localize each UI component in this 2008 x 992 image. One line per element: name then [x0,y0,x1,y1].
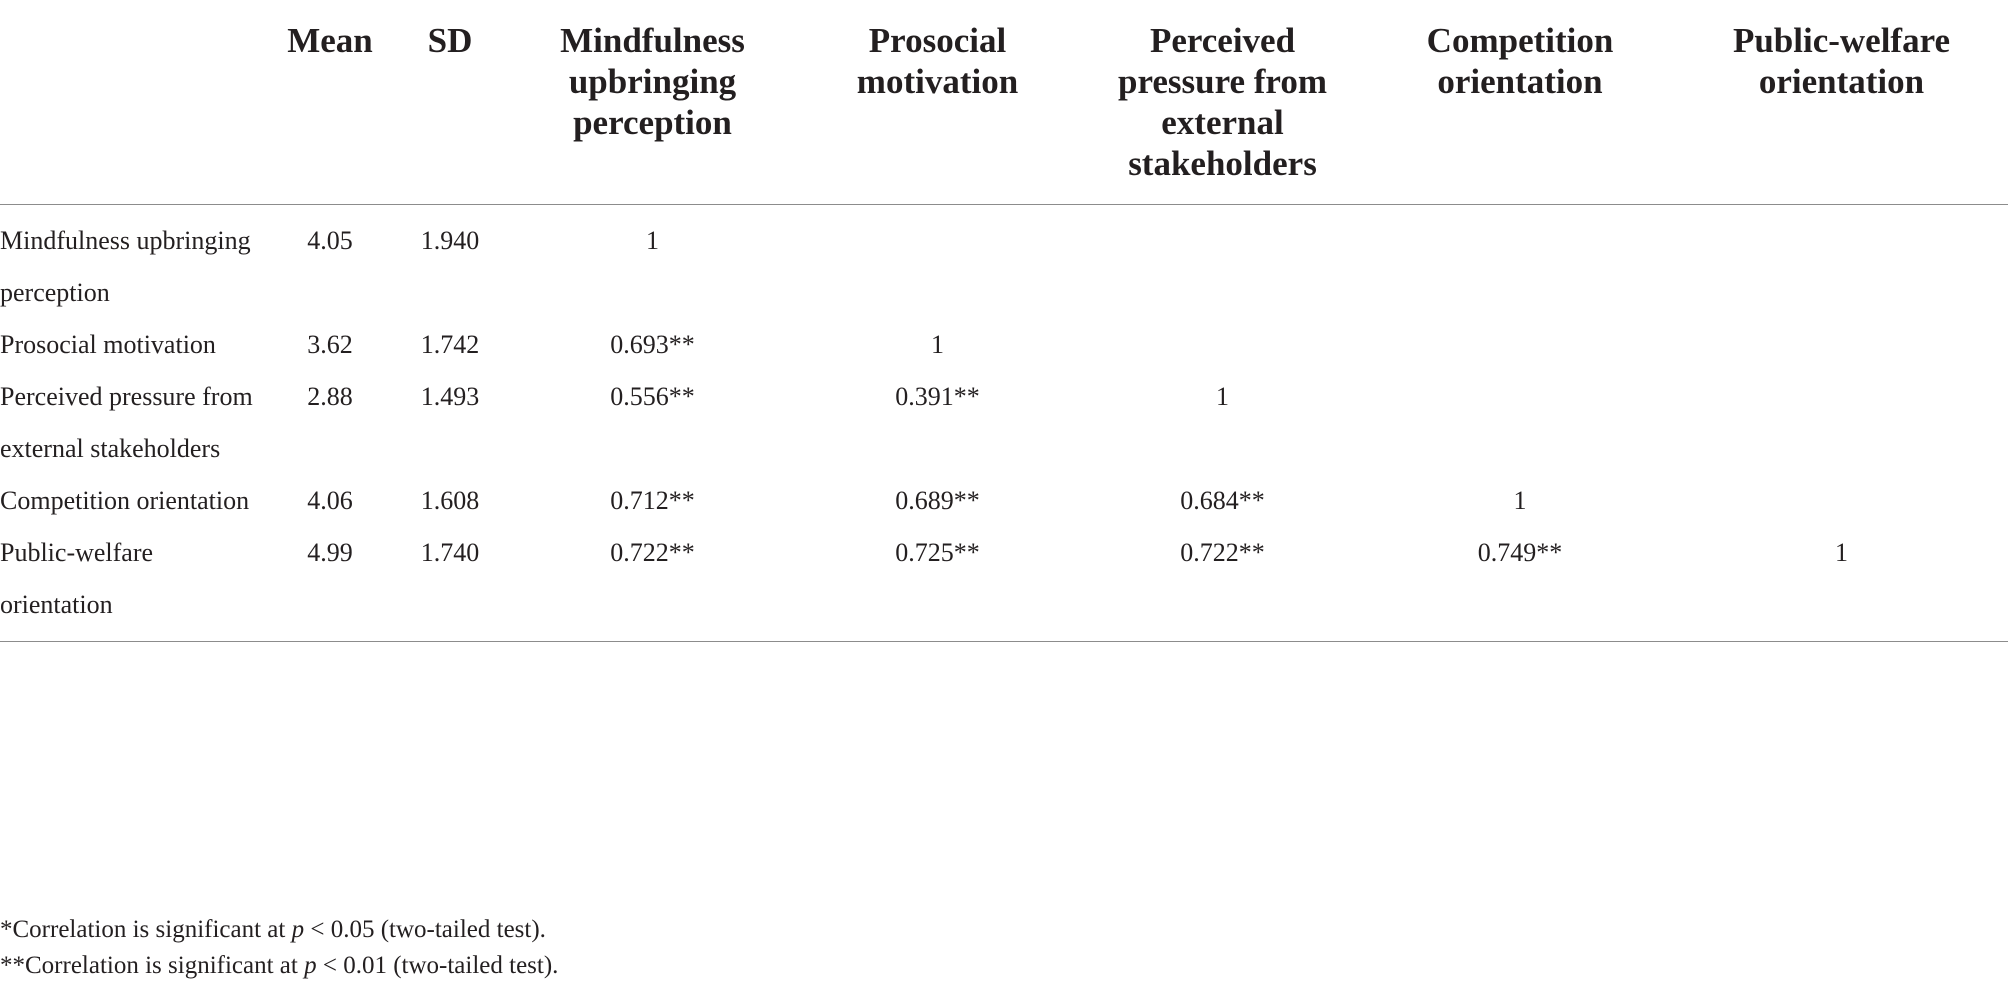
cell-corr: 0.722** [1080,527,1365,642]
cell-corr: 1 [646,226,659,255]
table-row [0,475,2008,527]
cell-corr: 0.684** [1180,486,1265,515]
cell-corr [1365,319,1675,371]
footnote-text: **Correlation is significant at [0,952,305,979]
cell-corr [1080,319,1365,371]
cell-mean: 4.06 [307,486,353,515]
cell-sd: 1.940 [420,226,480,255]
cell-corr [1365,205,1675,320]
header-public-welfare: Public-welfare orientation [1675,0,2008,205]
table-header [0,0,2008,205]
cell-corr: 0.712** [610,486,695,515]
cell-corr [1675,205,2008,320]
table-body [0,205,2008,642]
header-prosocial: Prosocial motivation [795,0,1080,205]
cell-corr: 1 [931,330,944,359]
cell-corr: 1 [1513,486,1527,515]
cell-mean: 4.05 [307,226,353,255]
footnote-text: < 0.01 (two-tailed test). [316,952,559,979]
cell-mean: 3.62 [307,330,353,359]
cell-sd: 1.608 [420,486,480,515]
row-label: Competition orientation [0,486,250,515]
row-label: Public-welfare orientation [0,527,270,642]
table-footnotes [0,912,558,984]
cell-corr: 1 [1216,382,1229,411]
header-competition: Competition orientation [1365,0,1675,205]
row-label: Perceived pressure from external stakeholders [0,382,253,463]
footnote-single-star [0,912,558,948]
cell-corr: 0.722** [510,527,795,642]
cell-sd: 1.740 [390,527,510,642]
footnote-p-symbol: p [304,952,317,979]
cell-corr [1675,371,2008,475]
cell-corr [1675,319,2008,371]
cell-mean: 2.88 [307,382,353,411]
cell-corr: 1 [1675,527,2008,642]
cell-corr: 0.391** [895,382,980,411]
cell-corr: 0.693** [610,330,695,359]
table-row [0,319,2008,371]
cell-corr [1080,205,1365,320]
header-row [0,0,2008,205]
header-pressure: Perceived pressure from external stakeholders [1080,0,1365,205]
cell-mean: 4.99 [270,527,390,642]
header-mean: Mean [270,0,390,205]
table-row [0,527,2008,642]
cell-corr: 0.725** [795,527,1080,642]
cell-sd: 1.493 [420,382,480,411]
header-blank [0,0,270,205]
footnote-double-star [0,948,558,984]
table-row [0,205,2008,320]
cell-corr: 0.749** [1365,527,1675,642]
cell-sd: 1.742 [420,330,480,359]
cell-corr: 0.689** [895,486,980,515]
footnote-text: < 0.05 (two-tailed test). [304,916,546,943]
cell-corr [1365,371,1675,475]
header-mindfulness: Mindfulness upbringing perception [510,0,795,205]
cell-corr [795,205,1080,320]
table-row [0,371,2008,475]
footnote-text: *Correlation is significant at [0,916,292,943]
cell-corr: 0.556** [610,382,695,411]
footnote-p-symbol: p [291,916,305,943]
header-sd: SD [390,0,510,205]
cell-corr [1675,475,2008,527]
row-label: Mindfulness upbringing perception [0,226,251,307]
row-label: Prosocial motivation [0,330,216,359]
